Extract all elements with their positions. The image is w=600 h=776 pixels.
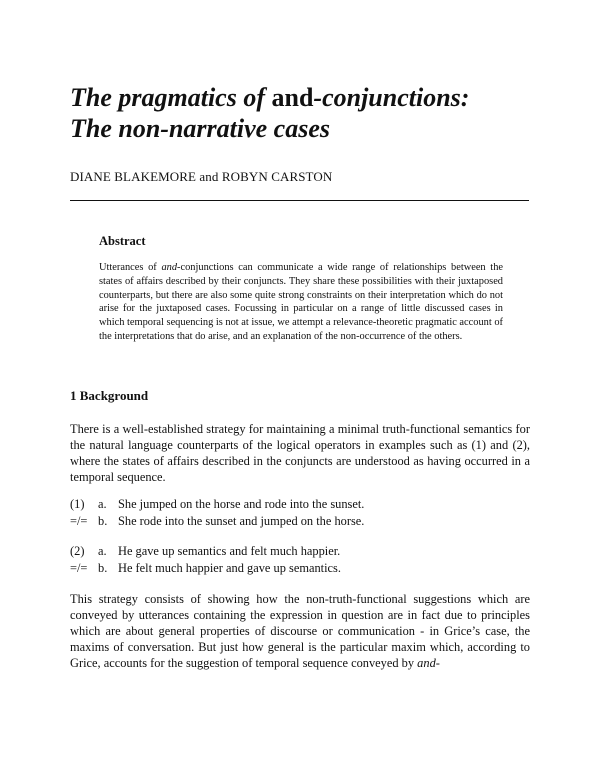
abstract-heading: Abstract — [99, 234, 146, 248]
example-text: He gave up semantics and felt much happier. — [118, 544, 341, 558]
example-text: She jumped on the horse and rode into the sunset. — [118, 497, 365, 511]
paragraph-2-italic: and- — [417, 656, 440, 670]
authors: DIANE BLAKEMORE and ROBYN CARSTON — [70, 169, 333, 184]
example-letter: b. — [98, 514, 108, 528]
example-row — [70, 496, 530, 513]
abstract-text-pre: Utterances of — [99, 262, 162, 273]
abstract-text-italic: and — [161, 262, 178, 273]
title-and-keyword: and — [271, 83, 314, 112]
paragraph-2-main: This strategy consists of showing how the non-truth-functional suggestions which are conveyed by utterances containing the expression in question are in fact due to principles which are about general properties of discourse or communication - in Grice’s case, the maxims of conversation. But just how general is the particular maxim which, according to Grice, accounts for the suggestion of temporal sequence conveyed by — [70, 592, 530, 670]
example-text: He felt much happier and gave up semantics. — [118, 561, 341, 575]
paragraph-2 — [70, 591, 530, 671]
example-number: (2) — [70, 544, 85, 558]
example-number: (1) — [70, 497, 85, 511]
section-heading: 1 Background — [70, 388, 149, 403]
example-letter: b. — [98, 561, 108, 575]
example-letter: a. — [98, 497, 107, 511]
example-inequality-mark: =/= — [70, 561, 88, 575]
title-divider — [70, 200, 529, 201]
title-line2: The non-narrative cases — [70, 114, 330, 143]
title-line1-rest: -conjunctions: — [313, 83, 470, 112]
example-inequality-mark: =/= — [70, 514, 88, 528]
example-row — [70, 513, 530, 530]
paragraph-1: There is a well-established strategy for maintaining a minimal truth-functional semantics for the natural language counterparts of the logical operators in examples such as (1) and (2), where the states of affairs described in the conjuncts are understood as having occurred in a temporal sequence. — [70, 422, 530, 484]
abstract-body — [99, 261, 503, 344]
abstract-text-post: -conjunctions can communicate a wide range of relationships between the states of affairs described by their conjuncts. They share these possibilities with their juxtaposed counterparts, but there are also some quite strong constraints on their interpretation which do not arise for the juxtaposed cases. Focussing in particular on a range of little discussed cases in which temporal sequencing is not at issue, we attempt a relevance-theoretic pragmatic account of the interpretations that do arise, and an explanation of the non-occurrence of the others. — [99, 262, 504, 342]
paper-title — [70, 82, 540, 144]
example-text: She rode into the sunset and jumped on the horse. — [118, 514, 365, 528]
example-letter: a. — [98, 544, 107, 558]
example-block-1 — [70, 496, 530, 530]
example-block-2 — [70, 543, 530, 577]
example-row — [70, 560, 530, 577]
title-line1-italic: The pragmatics of — [70, 83, 272, 112]
example-row — [70, 543, 530, 560]
